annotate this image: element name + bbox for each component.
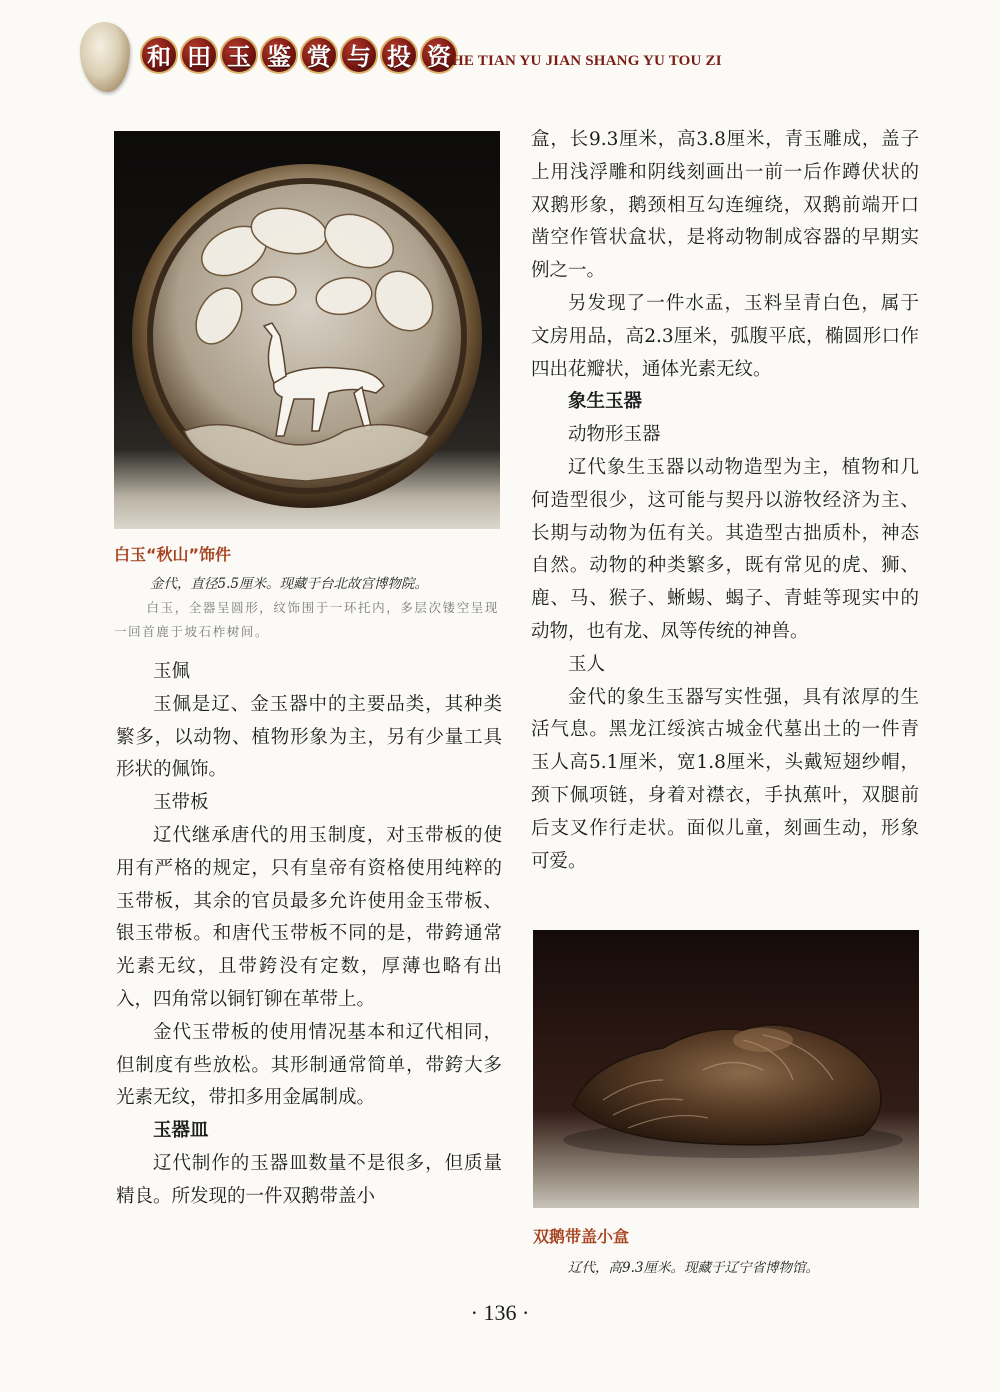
title-char: 与: [340, 36, 378, 74]
figure2-caption-title: 双鹅带盖小盒: [533, 1227, 630, 1246]
title-char: 田: [180, 36, 218, 74]
section-heading-daiban: 玉带板: [153, 792, 209, 814]
paragraph: 金代的象生玉器写实性强，具有浓厚的生活气息。黑龙江绥滨古城金代墓出土的一件青玉人高5.1厘米，宽1.8厘米，头戴短翅纱帽，颈下佩项链，身着对襟衣，手执蕉叶，双腿前后支叉作行走状。面似儿童，刻画生动，形象可爱。: [531, 686, 919, 872]
title-char: 鉴: [260, 36, 298, 74]
title-char: 投: [380, 36, 418, 74]
section-heading-xiangsheng: 象生玉器: [568, 391, 643, 413]
title-char: 玉: [220, 36, 258, 74]
paragraph-continued: 盒，长9.3厘米，高3.8厘米，青玉雕成，盖子上用浅浮雕和阴线刻画出一前一后作蹲伏状的双鹅形象，鹅颈相互勾连缠绕，双鹅前端开口凿空作管状盒状，是将动物制成容器的早期实例之一。: [531, 129, 919, 282]
figure1-caption-desc: 白玉，全器呈圆形，纹饰围于一环托内，多层次镂空呈现一回首鹿于坡石柞树间。: [114, 600, 500, 639]
figure1-caption-info: 金代，直径5.5厘米。现藏于台北故宫博物院。: [150, 576, 428, 592]
paragraph: 辽代制作的玉器皿数量不是很多，但质量精良。所发现的一件双鹅带盖小: [116, 1152, 502, 1207]
book-title: [140, 36, 458, 74]
jade-logo-icon: [80, 22, 130, 92]
paragraph: 金代玉带板的使用情况基本和辽代相同，但制度有些放松。其形制通常简单，带銙大多光素无纹，带扣多用金属制成。: [116, 1021, 502, 1109]
page-header: [70, 20, 950, 100]
section-heading-qimin: 玉器皿: [153, 1120, 209, 1142]
paragraph: 辽代继承唐代的用玉制度，对玉带板的使用有严格的规定，只有皇帝有资格使用纯粹的玉带板，其余的官员最多允许使用金玉带板、银玉带板。和唐代玉带板不同的是，带銙通常光素无纹，且带銙没有定数，厚薄也略有出入，四角常以铜钉铆在革带上。: [116, 824, 502, 1010]
paragraph: 另发现了一件水盂，玉料呈青白色，属于文房用品，高2.3厘米，弧腹平底，椭圆形口作四出花瓣状，通体光素无纹。: [531, 292, 919, 380]
title-char: 和: [140, 36, 178, 74]
figure1-caption-title: 白玉“秋山”饰件: [114, 545, 232, 564]
figure-goose-box-photo: [533, 930, 919, 1208]
paragraph: 辽代象生玉器以动物造型为主，植物和几何造型很少，这可能与契丹以游牧经济为主、长期与动物为伍有关。其造型古拙质朴，神态自然。动物的种类繁多，既有常见的虎、狮、鹿、马、猴子、蜥蜴、蝎子、青蛙等现实中的动物，也有龙、凤等传统的神兽。: [531, 456, 919, 642]
section-heading-yupei: 玉佩: [153, 661, 191, 682]
right-text-column: [531, 124, 919, 878]
figure2-caption-info: 辽代，高9.3厘米。现藏于辽宁省博物馆。: [568, 1260, 819, 1276]
title-char: 赏: [300, 36, 338, 74]
figure-jade-plaque-photo: [114, 131, 500, 529]
subsection-heading-yuren: 玉人: [568, 653, 606, 675]
book-title-pinyin: HE TIAN YU JIAN SHANG YU TOU ZI: [452, 53, 722, 69]
paragraph: 玉佩是辽、金玉器中的主要品类，其种类繁多，以动物、植物形象为主，另有少量工具形状的佩饰。: [116, 693, 502, 781]
jade-plaque-illustration: [114, 131, 500, 529]
page-number: · 136 ·: [470, 1300, 530, 1325]
title-char: 资: [420, 36, 458, 74]
subsection-heading-dongwu: 动物形玉器: [568, 424, 661, 446]
left-text-column: [116, 656, 502, 1214]
goose-box-illustration: [533, 930, 919, 1208]
